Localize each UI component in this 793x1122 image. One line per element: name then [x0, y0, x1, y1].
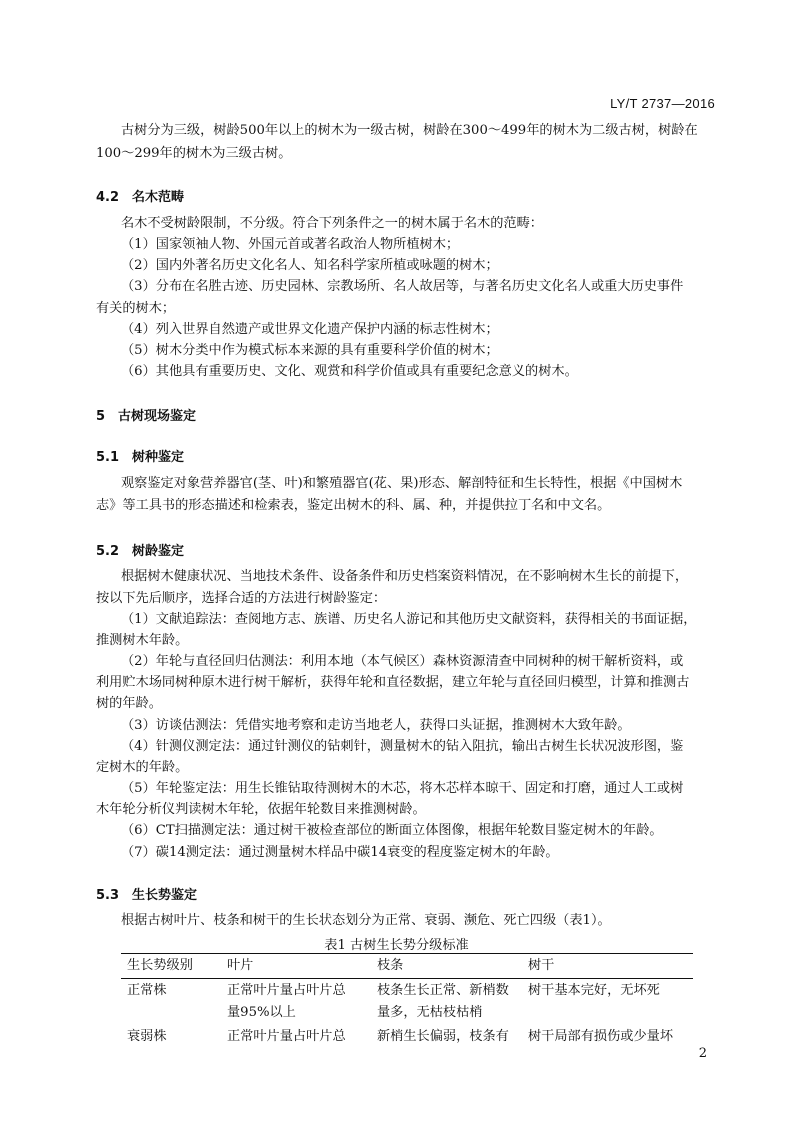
section-heading-5-2 [96, 540, 184, 559]
cell-line: 正常叶片量占叶片总 [227, 1029, 346, 1044]
table-row [121, 979, 693, 1026]
section-number: 4.2 [96, 190, 120, 205]
section-heading-4-2 [96, 186, 184, 205]
document-header-code: LY/T 2737—2016 [610, 96, 715, 111]
method-item: （7）碳14测定法：通过测量树木样品中碳14衰变的程度鉴定树木的年龄。 [121, 845, 559, 860]
paragraph-line: 志》等工具书的形态描述和检索表，鉴定出树木的科、属、种，并提供拉丁名和中文名。 [96, 498, 611, 513]
list-item: （5）树木分类中作为模式标本来源的具有重要科学价值的树木； [121, 343, 499, 358]
cell-leaf [221, 979, 371, 1026]
cell-line: 量多，无枯枝枯梢 [377, 1005, 483, 1020]
list-item-continuation: 有关的树木； [96, 301, 176, 316]
method-item-continuation: 推测树木年龄。 [96, 633, 189, 648]
section-heading-5 [96, 405, 196, 424]
section-title: 古树现场鉴定 [118, 409, 197, 424]
table-row [121, 1025, 693, 1049]
list-item: （3）分布在名胜古迹、历史园林、宗教场所、名人故居等，与著名历史文化名人或重大历史事件 [121, 279, 684, 294]
paragraph-line: 根据树木健康状况、当地技术条件、设备条件和历史档案资料情况，在不影响树木生长的前提下， [121, 569, 689, 584]
list-item: （1）国家领袖人物、外国元首或著名政治人物所植树木； [121, 237, 460, 252]
section-title: 名木范畴 [132, 190, 185, 205]
method-item-continuation: 利用贮木场同树种原木进行树干解析，获得年轮和直径数据，建立年轮与直径回归模型，计算和推测古 [96, 675, 690, 690]
section-number: 5.3 [96, 888, 120, 903]
method-item: （2）年轮与直径回归估测法：利用本地（本气候区）森林资源清查中同树种的树干解析资料，或 [121, 654, 684, 669]
list-item: （4）列入世界自然遗产或世界文化遗产保护内涵的标志性树木； [121, 322, 499, 337]
column-header: 生长势级别 [127, 958, 193, 973]
section-title: 树种鉴定 [132, 450, 185, 465]
paragraph-line: 按以下先后顺序，选择合适的方法进行树龄鉴定： [96, 591, 387, 606]
table-header-row [121, 954, 693, 979]
cell-line: 树干局部有损伤或少量坏 [528, 1029, 674, 1044]
section-heading-5-1 [96, 446, 184, 465]
paragraph-line: 观察鉴定对象营养器官(茎、叶)和繁殖器官(花、果)形态、解剖特征和生长特性，根据《中国树木 [121, 476, 683, 491]
method-item: （5）年轮鉴定法：用生长锥钻取待测树木的木芯，将木芯样本晾干、固定和打磨，通过人工或树 [121, 781, 684, 796]
list-item: （6）其他具有重要历史、文化、观赏和科学价值或具有重要纪念意义的树木。 [121, 364, 578, 379]
cell-trunk [522, 979, 693, 1026]
cell-grade: 正常株 [127, 983, 167, 998]
section-title: 树龄鉴定 [132, 544, 185, 559]
cell-leaf [221, 1025, 371, 1049]
cell-line: 树干基本完好，无坏死 [528, 983, 660, 998]
section-number: 5.2 [96, 544, 120, 559]
method-item: （6）CT扫描测定法：通过树干被检查部位的断面立体图像，根据年轮数目鉴定树木的年龄。 [121, 823, 663, 838]
column-header: 枝条 [377, 958, 404, 973]
table-caption: 表1 古树生长势分级标准 [324, 938, 469, 953]
cell-line: 量95%以上 [227, 1005, 296, 1020]
section-number: 5.1 [96, 450, 120, 465]
paragraph-line: 名木不受树龄限制，不分级。符合下列条件之一的树木属于名木的范畴： [121, 216, 543, 231]
method-item: （1）文献追踪法：查阅地方志、族谱、历史名人游记和其他历史文献资料，获得相关的书面证据， [121, 612, 697, 627]
growth-vigor-table [121, 953, 693, 1049]
cell-trunk [522, 1025, 693, 1049]
section-title: 生长势鉴定 [132, 888, 198, 903]
cell-line: 正常叶片量占叶片总 [227, 983, 346, 998]
method-item-continuation: 定树木的年龄。 [96, 760, 189, 775]
intro-line: 古树分为三级，树龄500年以上的树木为一级古树，树龄在300～499年的树木为二级古树，树龄在 [121, 123, 698, 138]
paragraph-line: 根据古树叶片、枝条和树干的生长状态划分为正常、衰弱、濒危、死亡四级（表1）。 [121, 913, 611, 928]
cell-branch [371, 979, 522, 1026]
method-item: （3）访谈估测法：凭借实地考察和走访当地老人，获得口头证据，推测树木大致年龄。 [121, 718, 631, 733]
section-heading-5-3 [96, 884, 197, 903]
page-number: 2 [698, 1046, 707, 1061]
section-number: 5 [96, 409, 106, 424]
list-item: （2）国内外著名历史文化名人、知名科学家所植或咏题的树木； [121, 258, 499, 273]
cell-branch [371, 1025, 522, 1049]
method-item-continuation: 木年轮分析仪判读树木年轮，依据年轮数目来推测树龄。 [96, 802, 426, 817]
method-item-continuation: 树的年龄。 [96, 696, 162, 711]
cell-line: 新梢生长偏弱，枝条有 [377, 1029, 509, 1044]
cell-line: 枝条生长正常、新梢数 [377, 983, 509, 998]
intro-line: 100～299年的树木为三级古树。 [96, 146, 292, 161]
column-header: 树干 [528, 958, 555, 973]
method-item: （4）针测仪测定法：通过针测仪的钻刺针，测量树木的钻入阻抗，输出古树生长状况波形图，鉴 [121, 739, 684, 754]
column-header: 叶片 [227, 958, 254, 973]
cell-grade: 衰弱株 [127, 1029, 167, 1044]
